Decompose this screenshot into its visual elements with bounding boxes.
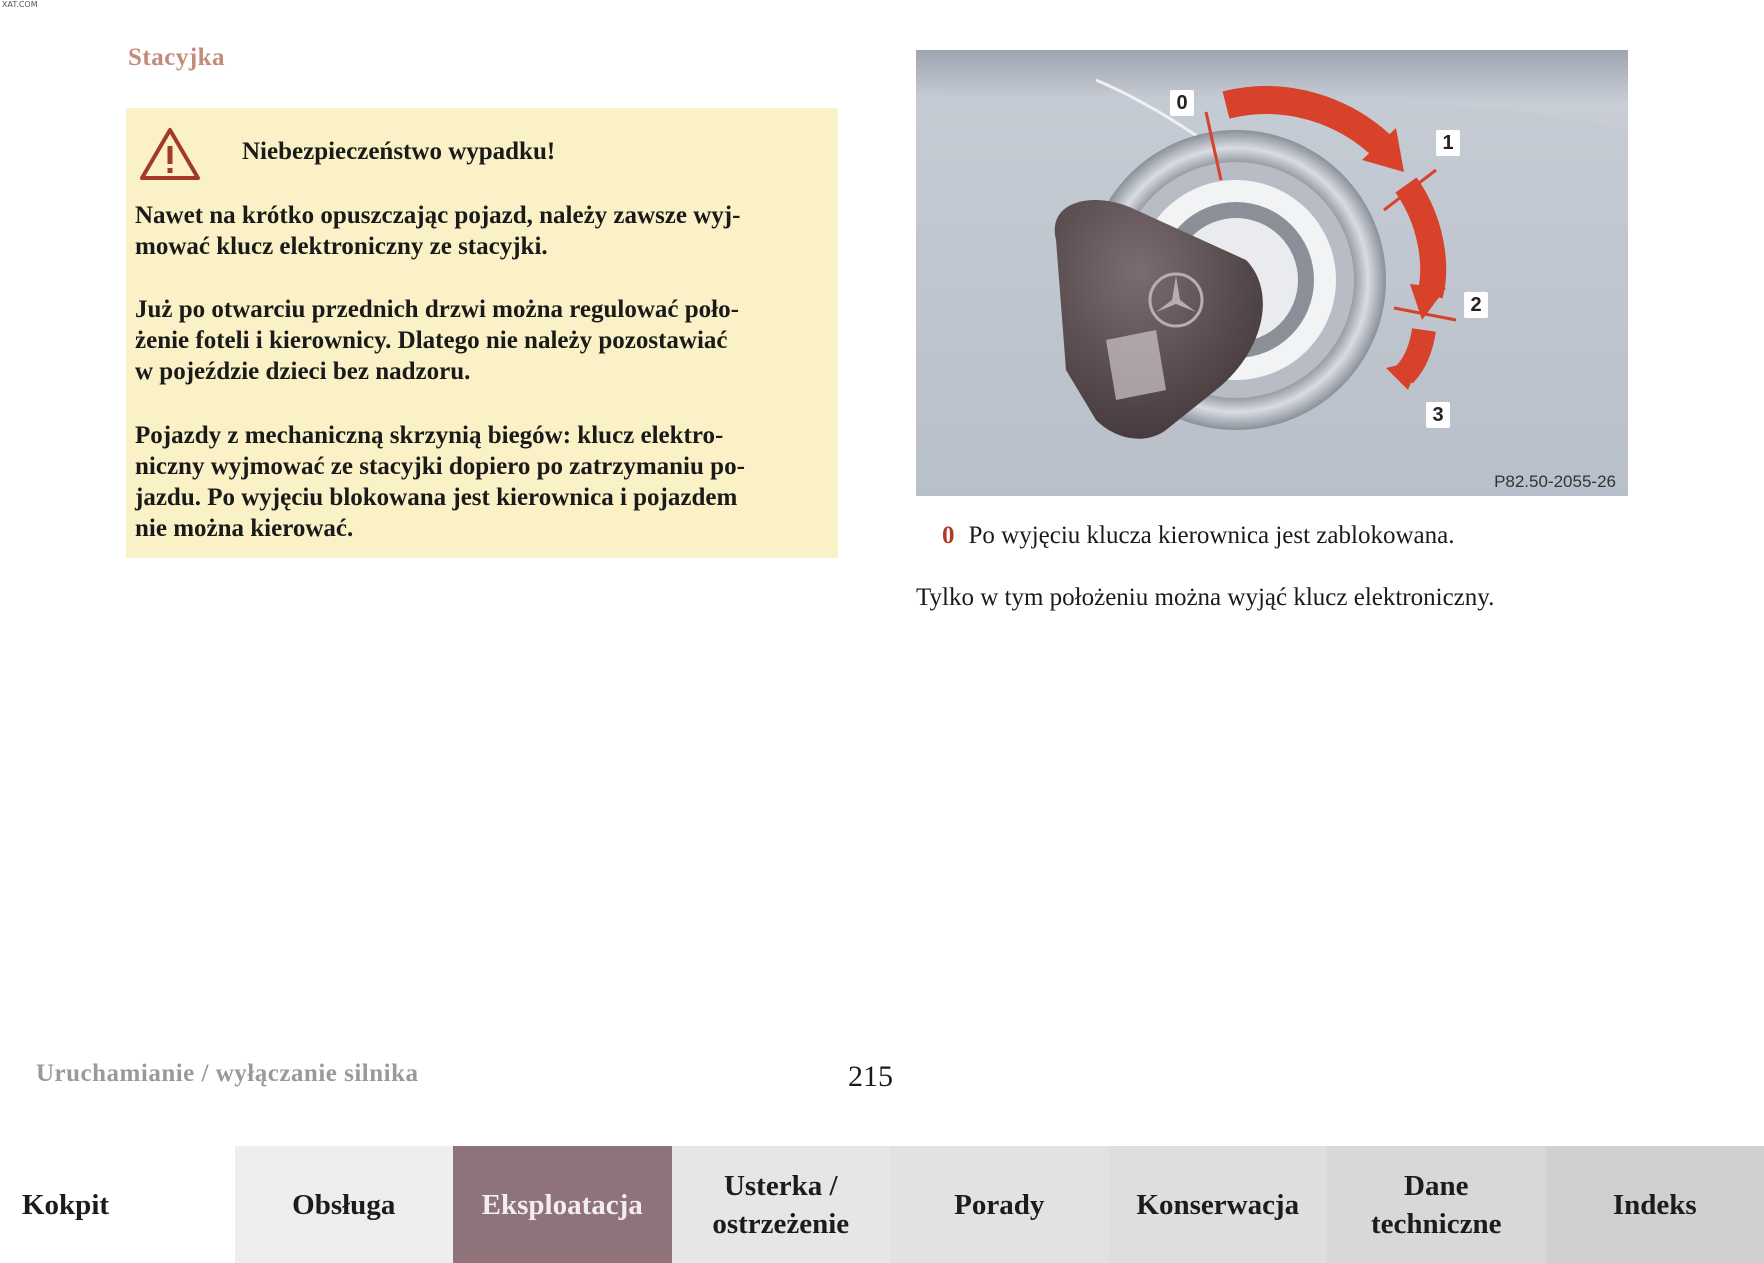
page-number: 215	[848, 1060, 893, 1093]
nav-tab-porady[interactable]: Porady	[890, 1146, 1109, 1263]
caption-text: Po wyjęciu klucza kierownica jest zablokowana.	[968, 522, 1455, 549]
chapter-nav-bar	[0, 1146, 1764, 1263]
position-label-0: 0	[1170, 90, 1194, 116]
warning-heading: Niebezpieczeństwo wypadku!	[242, 138, 556, 165]
nav-tab-kokpit[interactable]: Kokpit	[0, 1146, 235, 1263]
ignition-drawing	[916, 50, 1628, 496]
caption-line	[942, 522, 1454, 550]
ignition-illustration	[916, 50, 1628, 496]
body-text: Tylko w tym położeniu można wyjąć klucz elektroniczny.	[916, 584, 1495, 611]
nav-tab-konserwacja[interactable]: Konserwacja	[1109, 1146, 1328, 1263]
nav-tab-eksploatacja[interactable]: Eksploatacja	[453, 1146, 672, 1263]
nav-tab-usterka[interactable]: Usterka / ostrzeżenie	[672, 1146, 891, 1263]
warning-paragraph-3: Pojazdy z mechaniczną skrzynią biegów: klucz elektro- niczny wyjmować ze stacyjki dopiero po zatrzymaniu po- jazdu. Po wyjęciu blokowana jest kierownica i pojazdem nie można kierować.	[135, 422, 745, 542]
chapter-footer: Uruchamianie / wyłączanie silnika	[36, 1060, 419, 1087]
section-title: Stacyjka	[128, 44, 226, 71]
nav-tab-obsluga[interactable]: Obsługa	[235, 1146, 454, 1263]
figure-code: P82.50-2055-26	[1494, 472, 1616, 491]
warning-triangle-icon	[138, 126, 202, 182]
nav-tab-indeks[interactable]: Indeks	[1546, 1146, 1764, 1263]
warning-box	[126, 108, 838, 558]
position-label-3: 3	[1426, 402, 1450, 428]
caption-number: 0	[942, 522, 955, 549]
warning-paragraph-1: Nawet na krótko opuszczając pojazd, należy zawsze wyj- mować klucz elektroniczny ze stacyjki.	[135, 202, 741, 260]
watermark: XAT.COM	[2, 0, 38, 9]
position-label-2: 2	[1464, 292, 1488, 318]
position-label-1: 1	[1436, 130, 1460, 156]
warning-paragraph-2: Już po otwarciu przednich drzwi można regulować poło- żenie foteli i kierownicy. Dlatego nie należy pozostawiać w pojeździe dzieci bez nadzoru.	[135, 296, 739, 385]
nav-tab-dane-techniczne[interactable]: Dane techniczne	[1327, 1146, 1546, 1263]
